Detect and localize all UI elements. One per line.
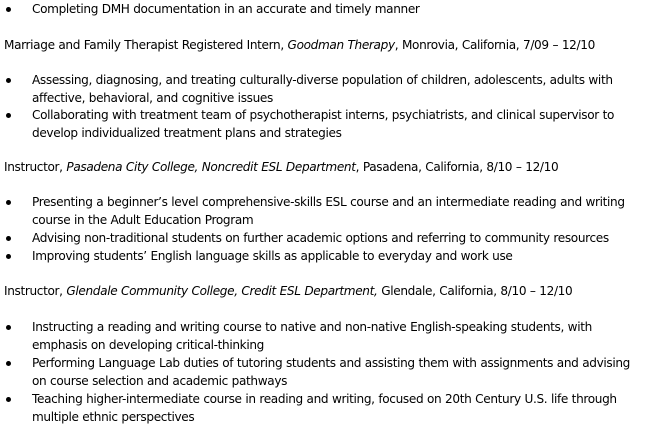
bullet-icon	[6, 200, 11, 205]
bullet-text: Advising non-traditional students on further academic options and referring to community resources	[32, 231, 609, 245]
bullet-text: Performing Language Lab duties of tutoring students and assisting them with assignments and advising on course selection and academic pathways	[32, 356, 631, 388]
bullet-icon	[6, 361, 11, 366]
job-role: Marriage and Family Therapist Registered Intern,	[4, 38, 284, 52]
job-organization: Glendale Community College, Credit ESL Department,	[66, 284, 378, 298]
bullet-text: Completing DMH documentation in an accurate and timely manner	[32, 2, 420, 16]
bullet-icon	[6, 254, 11, 259]
bullet-text: Instructing a reading and writing course to native and non-native English-speaking students, with emphasis on developing critical-thinking	[32, 320, 592, 352]
bullet-text: Presenting a beginner’s level comprehensive-skills ESL course and an intermediate reading and writing course in the Adult Education Program	[32, 195, 625, 227]
job-location-dates: , Pasadena, California, 8/10 – 12/10	[355, 160, 559, 174]
bullet-text: Assessing, diagnosing, and treating culturally-diverse population of children, adolescents, adults with affective, behavioral, and cognitive issues	[32, 73, 613, 105]
bullet-icon	[6, 113, 11, 118]
bullet-icon	[6, 236, 11, 241]
bullet-text: Collaborating with treatment team of psychotherapist interns, psychiatrists, and clinical supervisor to develop individualized treatment plans and strategies	[32, 108, 615, 140]
bullet-icon	[6, 7, 11, 12]
job-role: Instructor,	[4, 284, 63, 298]
job-heading	[4, 158, 644, 176]
bullet-text: Improving students’ English language skills as applicable to everyday and work use	[32, 249, 513, 263]
bullet-text: Teaching higher-intermediate course in reading and writing, focused on 20th Century U.S. life through multiple ethnic perspectives	[32, 392, 617, 424]
bullet-icon	[6, 325, 11, 330]
job-organization: Goodman Therapy	[287, 38, 395, 52]
bullet-icon	[6, 78, 11, 83]
job-heading	[4, 36, 644, 54]
bullet-icon	[6, 397, 11, 402]
job-heading	[4, 282, 644, 300]
job-organization: Pasadena City College, Noncredit ESL Department	[66, 160, 356, 174]
job-location-dates: Glendale, California, 8/10 – 12/10	[377, 284, 573, 298]
job-location-dates: , Monrovia, California, 7/09 – 12/10	[394, 38, 595, 52]
job-role: Instructor,	[4, 160, 63, 174]
